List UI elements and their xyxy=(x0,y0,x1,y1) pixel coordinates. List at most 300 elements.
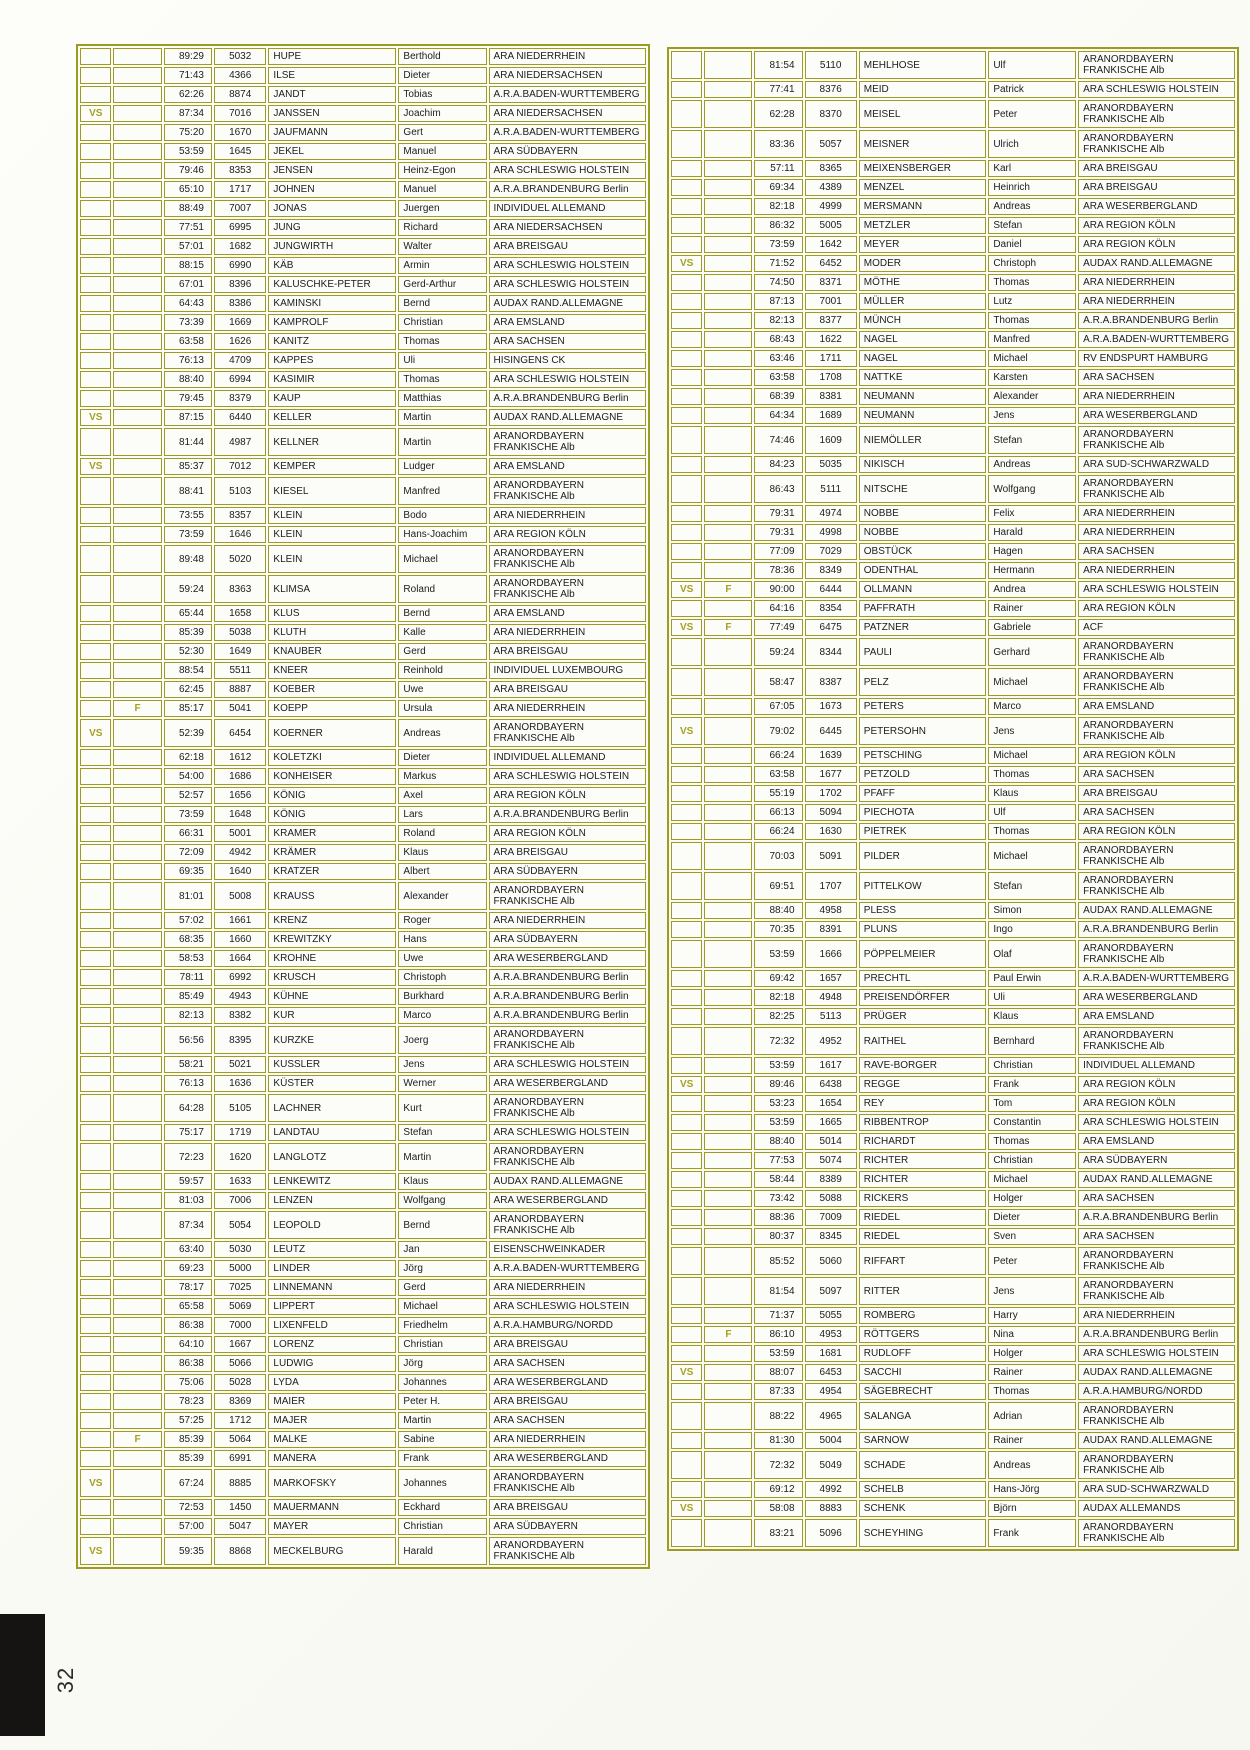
vs-marker-cell xyxy=(80,390,111,407)
table-row xyxy=(80,219,646,236)
lastname-cell: NATTKE xyxy=(859,369,987,386)
bib-cell: 4999 xyxy=(805,198,857,215)
firstname-cell: Manfred xyxy=(398,477,486,505)
f-marker-cell xyxy=(113,988,161,1005)
bib-cell: 5008 xyxy=(214,882,266,910)
time-cell: 85:39 xyxy=(164,1450,212,1467)
time-cell: 82:13 xyxy=(164,1007,212,1024)
f-marker-cell xyxy=(704,350,752,367)
vs-marker-cell xyxy=(80,1211,111,1239)
table-row xyxy=(671,179,1235,196)
bib-cell: 1669 xyxy=(214,314,266,331)
results-table-left-body xyxy=(80,48,646,1565)
club-cell: ARA NIEDERRHEIN xyxy=(489,1279,646,1296)
table-row xyxy=(671,823,1235,840)
bib-cell: 1450 xyxy=(214,1499,266,1516)
firstname-cell: Albert xyxy=(398,863,486,880)
time-cell: 63:58 xyxy=(754,369,802,386)
firstname-cell: Klaus xyxy=(398,844,486,861)
f-marker-cell xyxy=(704,217,752,234)
firstname-cell: Simon xyxy=(988,902,1076,919)
firstname-cell: Ulf xyxy=(988,51,1076,79)
time-cell: 59:35 xyxy=(164,1537,212,1565)
results-table-right-body xyxy=(671,51,1235,1547)
time-cell: 69:23 xyxy=(164,1260,212,1277)
time-cell: 59:57 xyxy=(164,1173,212,1190)
lastname-cell: LANDTAU xyxy=(268,1124,396,1141)
lastname-cell: SCHENK xyxy=(859,1500,987,1517)
firstname-cell: Gabriele xyxy=(988,619,1076,636)
lastname-cell: KIESEL xyxy=(268,477,396,505)
f-marker-cell xyxy=(113,314,161,331)
time-cell: 57:02 xyxy=(164,912,212,929)
table-row xyxy=(671,1228,1235,1245)
bib-cell: 1636 xyxy=(214,1075,266,1092)
firstname-cell: Thomas xyxy=(988,766,1076,783)
table-row xyxy=(671,331,1235,348)
vs-marker-cell xyxy=(80,662,111,679)
table-row xyxy=(80,912,646,929)
club-cell: A.R.A.BADEN-WURTTEMBERG xyxy=(1078,970,1235,987)
time-cell: 78:11 xyxy=(164,969,212,986)
vs-marker-cell xyxy=(671,217,702,234)
lastname-cell: KRÄMER xyxy=(268,844,396,861)
lastname-cell: SALANGA xyxy=(859,1402,987,1430)
lastname-cell: KASIMIR xyxy=(268,371,396,388)
bib-cell: 4958 xyxy=(805,902,857,919)
time-cell: 88:54 xyxy=(164,662,212,679)
time-cell: 53:59 xyxy=(754,940,802,968)
time-cell: 69:34 xyxy=(754,179,802,196)
time-cell: 79:31 xyxy=(754,524,802,541)
lastname-cell: KOEPP xyxy=(268,700,396,717)
time-cell: 63:58 xyxy=(754,766,802,783)
vs-marker-cell xyxy=(671,1481,702,1498)
lastname-cell: PAULI xyxy=(859,638,987,666)
vs-marker-cell xyxy=(671,1057,702,1074)
bib-cell: 1612 xyxy=(214,749,266,766)
firstname-cell: Martin xyxy=(398,428,486,456)
bib-cell: 6995 xyxy=(214,219,266,236)
f-marker-cell xyxy=(113,1518,161,1535)
bib-cell: 8363 xyxy=(214,575,266,603)
time-cell: 66:31 xyxy=(164,825,212,842)
table-row xyxy=(671,562,1235,579)
club-cell: ARA SCHLESWIG HOLSTEIN xyxy=(489,162,646,179)
lastname-cell: KLIMSA xyxy=(268,575,396,603)
f-marker-cell xyxy=(113,162,161,179)
bib-cell: 4954 xyxy=(805,1383,857,1400)
f-marker-cell xyxy=(113,526,161,543)
firstname-cell: Constantin xyxy=(988,1114,1076,1131)
vs-marker-cell xyxy=(671,1171,702,1188)
firstname-cell: Thomas xyxy=(398,371,486,388)
f-marker-cell xyxy=(113,624,161,641)
vs-marker-cell xyxy=(671,1247,702,1275)
firstname-cell: Rainer xyxy=(988,1432,1076,1449)
table-row xyxy=(671,989,1235,1006)
lastname-cell: KÜSTER xyxy=(268,1075,396,1092)
table-row xyxy=(80,124,646,141)
f-marker-cell xyxy=(704,970,752,987)
bib-cell: 1649 xyxy=(214,643,266,660)
vs-marker-cell xyxy=(80,768,111,785)
table-row xyxy=(671,970,1235,987)
table-row xyxy=(671,1451,1235,1479)
lastname-cell: PITTELKOW xyxy=(859,872,987,900)
firstname-cell: Michael xyxy=(988,1171,1076,1188)
lastname-cell: RITTER xyxy=(859,1277,987,1305)
club-cell: ARA EMSLAND xyxy=(1078,1133,1235,1150)
table-row xyxy=(671,160,1235,177)
table-row xyxy=(80,768,646,785)
table-row xyxy=(671,293,1235,310)
time-cell: 72:53 xyxy=(164,1499,212,1516)
bib-cell: 1719 xyxy=(214,1124,266,1141)
bib-cell: 1670 xyxy=(214,124,266,141)
lastname-cell: SCHEYHING xyxy=(859,1519,987,1547)
time-cell: 64:28 xyxy=(164,1094,212,1122)
vs-marker-cell xyxy=(80,969,111,986)
club-cell: ARA NIEDERRHEIN xyxy=(1078,1307,1235,1324)
firstname-cell: Joachim xyxy=(398,105,486,122)
club-cell: ARA SÜDBAYERN xyxy=(1078,1152,1235,1169)
lastname-cell: PILDER xyxy=(859,842,987,870)
lastname-cell: PREISENDÖRFER xyxy=(859,989,987,1006)
vs-marker-cell xyxy=(671,1152,702,1169)
f-marker-cell xyxy=(704,823,752,840)
bib-cell: 1666 xyxy=(805,940,857,968)
firstname-cell: Adrian xyxy=(988,1402,1076,1430)
f-marker-cell xyxy=(704,426,752,454)
lastname-cell: LINNEMANN xyxy=(268,1279,396,1296)
time-cell: 85:52 xyxy=(754,1247,802,1275)
table-row xyxy=(671,940,1235,968)
f-marker-cell xyxy=(113,806,161,823)
lastname-cell: RUDLOFF xyxy=(859,1345,987,1362)
bib-cell: 5028 xyxy=(214,1374,266,1391)
club-cell: ARA NIEDERRHEIN xyxy=(1078,562,1235,579)
f-marker-cell xyxy=(113,477,161,505)
club-cell: ARANORDBAYERN FRANKISCHE Alb xyxy=(489,1537,646,1565)
bib-cell: 8387 xyxy=(805,668,857,696)
table-row xyxy=(80,1192,646,1209)
club-cell: ARANORDBAYERN FRANKISCHE Alb xyxy=(1078,475,1235,503)
time-cell: 77:41 xyxy=(754,81,802,98)
lastname-cell: RICHTER xyxy=(859,1152,987,1169)
table-row xyxy=(80,1431,646,1448)
f-marker-cell xyxy=(113,863,161,880)
vs-marker-cell xyxy=(671,1326,702,1343)
time-cell: 67:01 xyxy=(164,276,212,293)
time-cell: 85:39 xyxy=(164,1431,212,1448)
vs-marker-cell xyxy=(80,1431,111,1448)
f-marker-cell xyxy=(113,1469,161,1497)
vs-marker-cell: VS xyxy=(671,581,702,598)
f-marker-cell xyxy=(113,428,161,456)
bib-cell: 5005 xyxy=(805,217,857,234)
club-cell: ARA NIEDERRHEIN xyxy=(1078,524,1235,541)
club-cell: ARA EMSLAND xyxy=(489,605,646,622)
vs-marker-cell xyxy=(671,766,702,783)
bib-cell: 1664 xyxy=(214,950,266,967)
results-table-left xyxy=(76,44,650,1569)
bib-cell: 1622 xyxy=(805,331,857,348)
vs-marker-cell xyxy=(80,700,111,717)
lastname-cell: MEHLHOSE xyxy=(859,51,987,79)
lastname-cell: KUSSLER xyxy=(268,1056,396,1073)
bib-cell: 1646 xyxy=(214,526,266,543)
bib-cell: 5105 xyxy=(214,1094,266,1122)
table-row xyxy=(671,698,1235,715)
club-cell: ARA BREISGAU xyxy=(489,1336,646,1353)
table-row xyxy=(80,1075,646,1092)
bib-cell: 4953 xyxy=(805,1326,857,1343)
firstname-cell: Felix xyxy=(988,505,1076,522)
club-cell: ARA REGION KÖLN xyxy=(1078,747,1235,764)
lastname-cell: KLEIN xyxy=(268,507,396,524)
table-row xyxy=(80,1211,646,1239)
lastname-cell: ROMBERG xyxy=(859,1307,987,1324)
lastname-cell: PIECHOTA xyxy=(859,804,987,821)
bib-cell: 5001 xyxy=(214,825,266,842)
firstname-cell: Uli xyxy=(988,989,1076,1006)
time-cell: 55:19 xyxy=(754,785,802,802)
lastname-cell: PAFFRATH xyxy=(859,600,987,617)
time-cell: 86:10 xyxy=(754,1326,802,1343)
f-marker-cell xyxy=(704,562,752,579)
table-row xyxy=(80,238,646,255)
club-cell: ARANORDBAYERN FRANKISCHE Alb xyxy=(1078,426,1235,454)
club-cell: AUDAX ALLEMANDS xyxy=(1078,1500,1235,1517)
vs-marker-cell xyxy=(80,143,111,160)
club-cell: ARA SÜDBAYERN xyxy=(489,863,646,880)
f-marker-cell xyxy=(704,407,752,424)
lastname-cell: JUNG xyxy=(268,219,396,236)
f-marker-cell xyxy=(113,1211,161,1239)
bib-cell: 5097 xyxy=(805,1277,857,1305)
f-marker-cell xyxy=(704,921,752,938)
vs-marker-cell xyxy=(671,785,702,802)
f-marker-cell xyxy=(704,1190,752,1207)
time-cell: 57:11 xyxy=(754,160,802,177)
club-cell: A.R.A.BADEN-WURTTEMBERG xyxy=(489,86,646,103)
lastname-cell: JUNGWIRTH xyxy=(268,238,396,255)
bib-cell: 1660 xyxy=(214,931,266,948)
table-row xyxy=(80,681,646,698)
club-cell: ARA SCHLESWIG HOLSTEIN xyxy=(1078,81,1235,98)
club-cell: ARA WESERBERGLAND xyxy=(1078,989,1235,1006)
lastname-cell: SARNOW xyxy=(859,1432,987,1449)
table-row xyxy=(671,524,1235,541)
bib-cell: 5004 xyxy=(805,1432,857,1449)
vs-marker-cell xyxy=(80,1173,111,1190)
f-marker-cell xyxy=(704,1451,752,1479)
club-cell: ARA SACHSEN xyxy=(1078,1190,1235,1207)
time-cell: 81:03 xyxy=(164,1192,212,1209)
firstname-cell: Lutz xyxy=(988,293,1076,310)
vs-marker-cell xyxy=(80,1374,111,1391)
lastname-cell: JAUFMANN xyxy=(268,124,396,141)
table-row xyxy=(80,48,646,65)
firstname-cell: Heinrich xyxy=(988,179,1076,196)
bib-cell: 7000 xyxy=(214,1317,266,1334)
time-cell: 77:49 xyxy=(754,619,802,636)
table-row xyxy=(671,312,1235,329)
lastname-cell: RIEDEL xyxy=(859,1209,987,1226)
vs-marker-cell xyxy=(80,1499,111,1516)
bib-cell: 1617 xyxy=(805,1057,857,1074)
table-row xyxy=(80,844,646,861)
table-row xyxy=(671,1432,1235,1449)
time-cell: 63:58 xyxy=(164,333,212,350)
firstname-cell: Christian xyxy=(398,1518,486,1535)
f-marker-cell xyxy=(704,940,752,968)
time-cell: 82:18 xyxy=(754,989,802,1006)
firstname-cell: Bernhard xyxy=(988,1027,1076,1055)
firstname-cell: Christoph xyxy=(398,969,486,986)
lastname-cell: JEKEL xyxy=(268,143,396,160)
lastname-cell: JANSSEN xyxy=(268,105,396,122)
f-marker-cell xyxy=(113,1412,161,1429)
table-row xyxy=(671,407,1235,424)
time-cell: 89:46 xyxy=(754,1076,802,1093)
lastname-cell: MARKOFSKY xyxy=(268,1469,396,1497)
vs-marker-cell xyxy=(80,787,111,804)
club-cell: AUDAX RAND.ALLEMAGNE xyxy=(1078,1432,1235,1449)
vs-marker-cell xyxy=(671,940,702,968)
bib-cell: 5060 xyxy=(805,1247,857,1275)
vs-marker-cell xyxy=(671,407,702,424)
firstname-cell: Juergen xyxy=(398,200,486,217)
club-cell: ARA SCHLESWIG HOLSTEIN xyxy=(489,1124,646,1141)
firstname-cell: Thomas xyxy=(988,823,1076,840)
bib-cell: 1654 xyxy=(805,1095,857,1112)
club-cell: ARANORDBAYERN FRANKISCHE Alb xyxy=(1078,842,1235,870)
lastname-cell: MALKE xyxy=(268,1431,396,1448)
bib-cell: 5032 xyxy=(214,48,266,65)
lastname-cell: ILSE xyxy=(268,67,396,84)
vs-marker-cell: VS xyxy=(80,458,111,475)
table-row xyxy=(80,882,646,910)
lastname-cell: KNEER xyxy=(268,662,396,679)
club-cell: ARA REGION KÖLN xyxy=(1078,1095,1235,1112)
vs-marker-cell xyxy=(671,1228,702,1245)
lastname-cell: PLUNS xyxy=(859,921,987,938)
table-row xyxy=(671,1277,1235,1305)
club-cell: RV ENDSPURT HAMBURG xyxy=(1078,350,1235,367)
firstname-cell: Harald xyxy=(398,1537,486,1565)
lastname-cell: LIXENFELD xyxy=(268,1317,396,1334)
bib-cell: 1657 xyxy=(805,970,857,987)
table-row xyxy=(671,1209,1235,1226)
time-cell: 52:30 xyxy=(164,643,212,660)
table-row xyxy=(80,643,646,660)
vs-marker-cell xyxy=(80,181,111,198)
f-marker-cell xyxy=(704,1383,752,1400)
lastname-cell: MENZEL xyxy=(859,179,987,196)
f-marker-cell xyxy=(113,1537,161,1565)
time-cell: 75:20 xyxy=(164,124,212,141)
table-row xyxy=(80,1056,646,1073)
table-row xyxy=(671,81,1235,98)
time-cell: 53:59 xyxy=(754,1114,802,1131)
firstname-cell: Stefan xyxy=(398,1124,486,1141)
bib-cell: 8396 xyxy=(214,276,266,293)
time-cell: 70:03 xyxy=(754,842,802,870)
table-row xyxy=(80,507,646,524)
vs-marker-cell xyxy=(80,575,111,603)
f-marker-cell xyxy=(113,749,161,766)
time-cell: 88:49 xyxy=(164,200,212,217)
firstname-cell: Holger xyxy=(988,1190,1076,1207)
firstname-cell: Gert xyxy=(398,124,486,141)
bib-cell: 1689 xyxy=(805,407,857,424)
time-cell: 79:02 xyxy=(754,717,802,745)
f-marker-cell xyxy=(113,1393,161,1410)
lastname-cell: MAJER xyxy=(268,1412,396,1429)
bib-cell: 1648 xyxy=(214,806,266,823)
club-cell: ARA NIEDERRHEIN xyxy=(489,1431,646,1448)
vs-marker-cell xyxy=(80,806,111,823)
f-marker-cell xyxy=(113,1007,161,1024)
firstname-cell: Ulrich xyxy=(988,130,1076,158)
table-row xyxy=(80,787,646,804)
time-cell: 73:59 xyxy=(754,236,802,253)
vs-marker-cell: VS xyxy=(671,255,702,272)
club-cell: ARANORDBAYERN FRANKISCHE Alb xyxy=(489,1026,646,1054)
lastname-cell: KLEIN xyxy=(268,526,396,543)
lastname-cell: LACHNER xyxy=(268,1094,396,1122)
firstname-cell: Karsten xyxy=(988,369,1076,386)
bib-cell: 1630 xyxy=(805,823,857,840)
lastname-cell: KRAUSS xyxy=(268,882,396,910)
lastname-cell: PETSCHING xyxy=(859,747,987,764)
vs-marker-cell xyxy=(80,333,111,350)
bib-cell: 8349 xyxy=(805,562,857,579)
vs-marker-cell xyxy=(671,1114,702,1131)
time-cell: 86:38 xyxy=(164,1317,212,1334)
vs-marker-cell xyxy=(671,1345,702,1362)
club-cell: ARA BREISGAU xyxy=(489,681,646,698)
lastname-cell: KAPPES xyxy=(268,352,396,369)
bib-cell: 8868 xyxy=(214,1537,266,1565)
vs-marker-cell xyxy=(671,1402,702,1430)
firstname-cell: Christoph xyxy=(988,255,1076,272)
table-row xyxy=(80,276,646,293)
bib-cell: 7016 xyxy=(214,105,266,122)
firstname-cell: Rainer xyxy=(988,1364,1076,1381)
bib-cell: 7007 xyxy=(214,200,266,217)
bib-cell: 1626 xyxy=(214,333,266,350)
club-cell: A.R.A.BRANDENBURG Berlin xyxy=(489,181,646,198)
vs-marker-cell: VS xyxy=(80,409,111,426)
vs-marker-cell xyxy=(80,371,111,388)
vs-marker-cell xyxy=(671,1095,702,1112)
time-cell: 74:50 xyxy=(754,274,802,291)
bib-cell: 5021 xyxy=(214,1056,266,1073)
table-row xyxy=(80,1143,646,1171)
bib-cell: 5020 xyxy=(214,545,266,573)
club-cell: ARANORDBAYERN FRANKISCHE Alb xyxy=(1078,100,1235,128)
bib-cell: 5049 xyxy=(805,1451,857,1479)
club-cell: ARA BREISGAU xyxy=(489,1499,646,1516)
table-row xyxy=(671,369,1235,386)
firstname-cell: Thomas xyxy=(988,312,1076,329)
f-marker-cell xyxy=(113,844,161,861)
firstname-cell: Roland xyxy=(398,825,486,842)
lastname-cell: KOERNER xyxy=(268,719,396,747)
